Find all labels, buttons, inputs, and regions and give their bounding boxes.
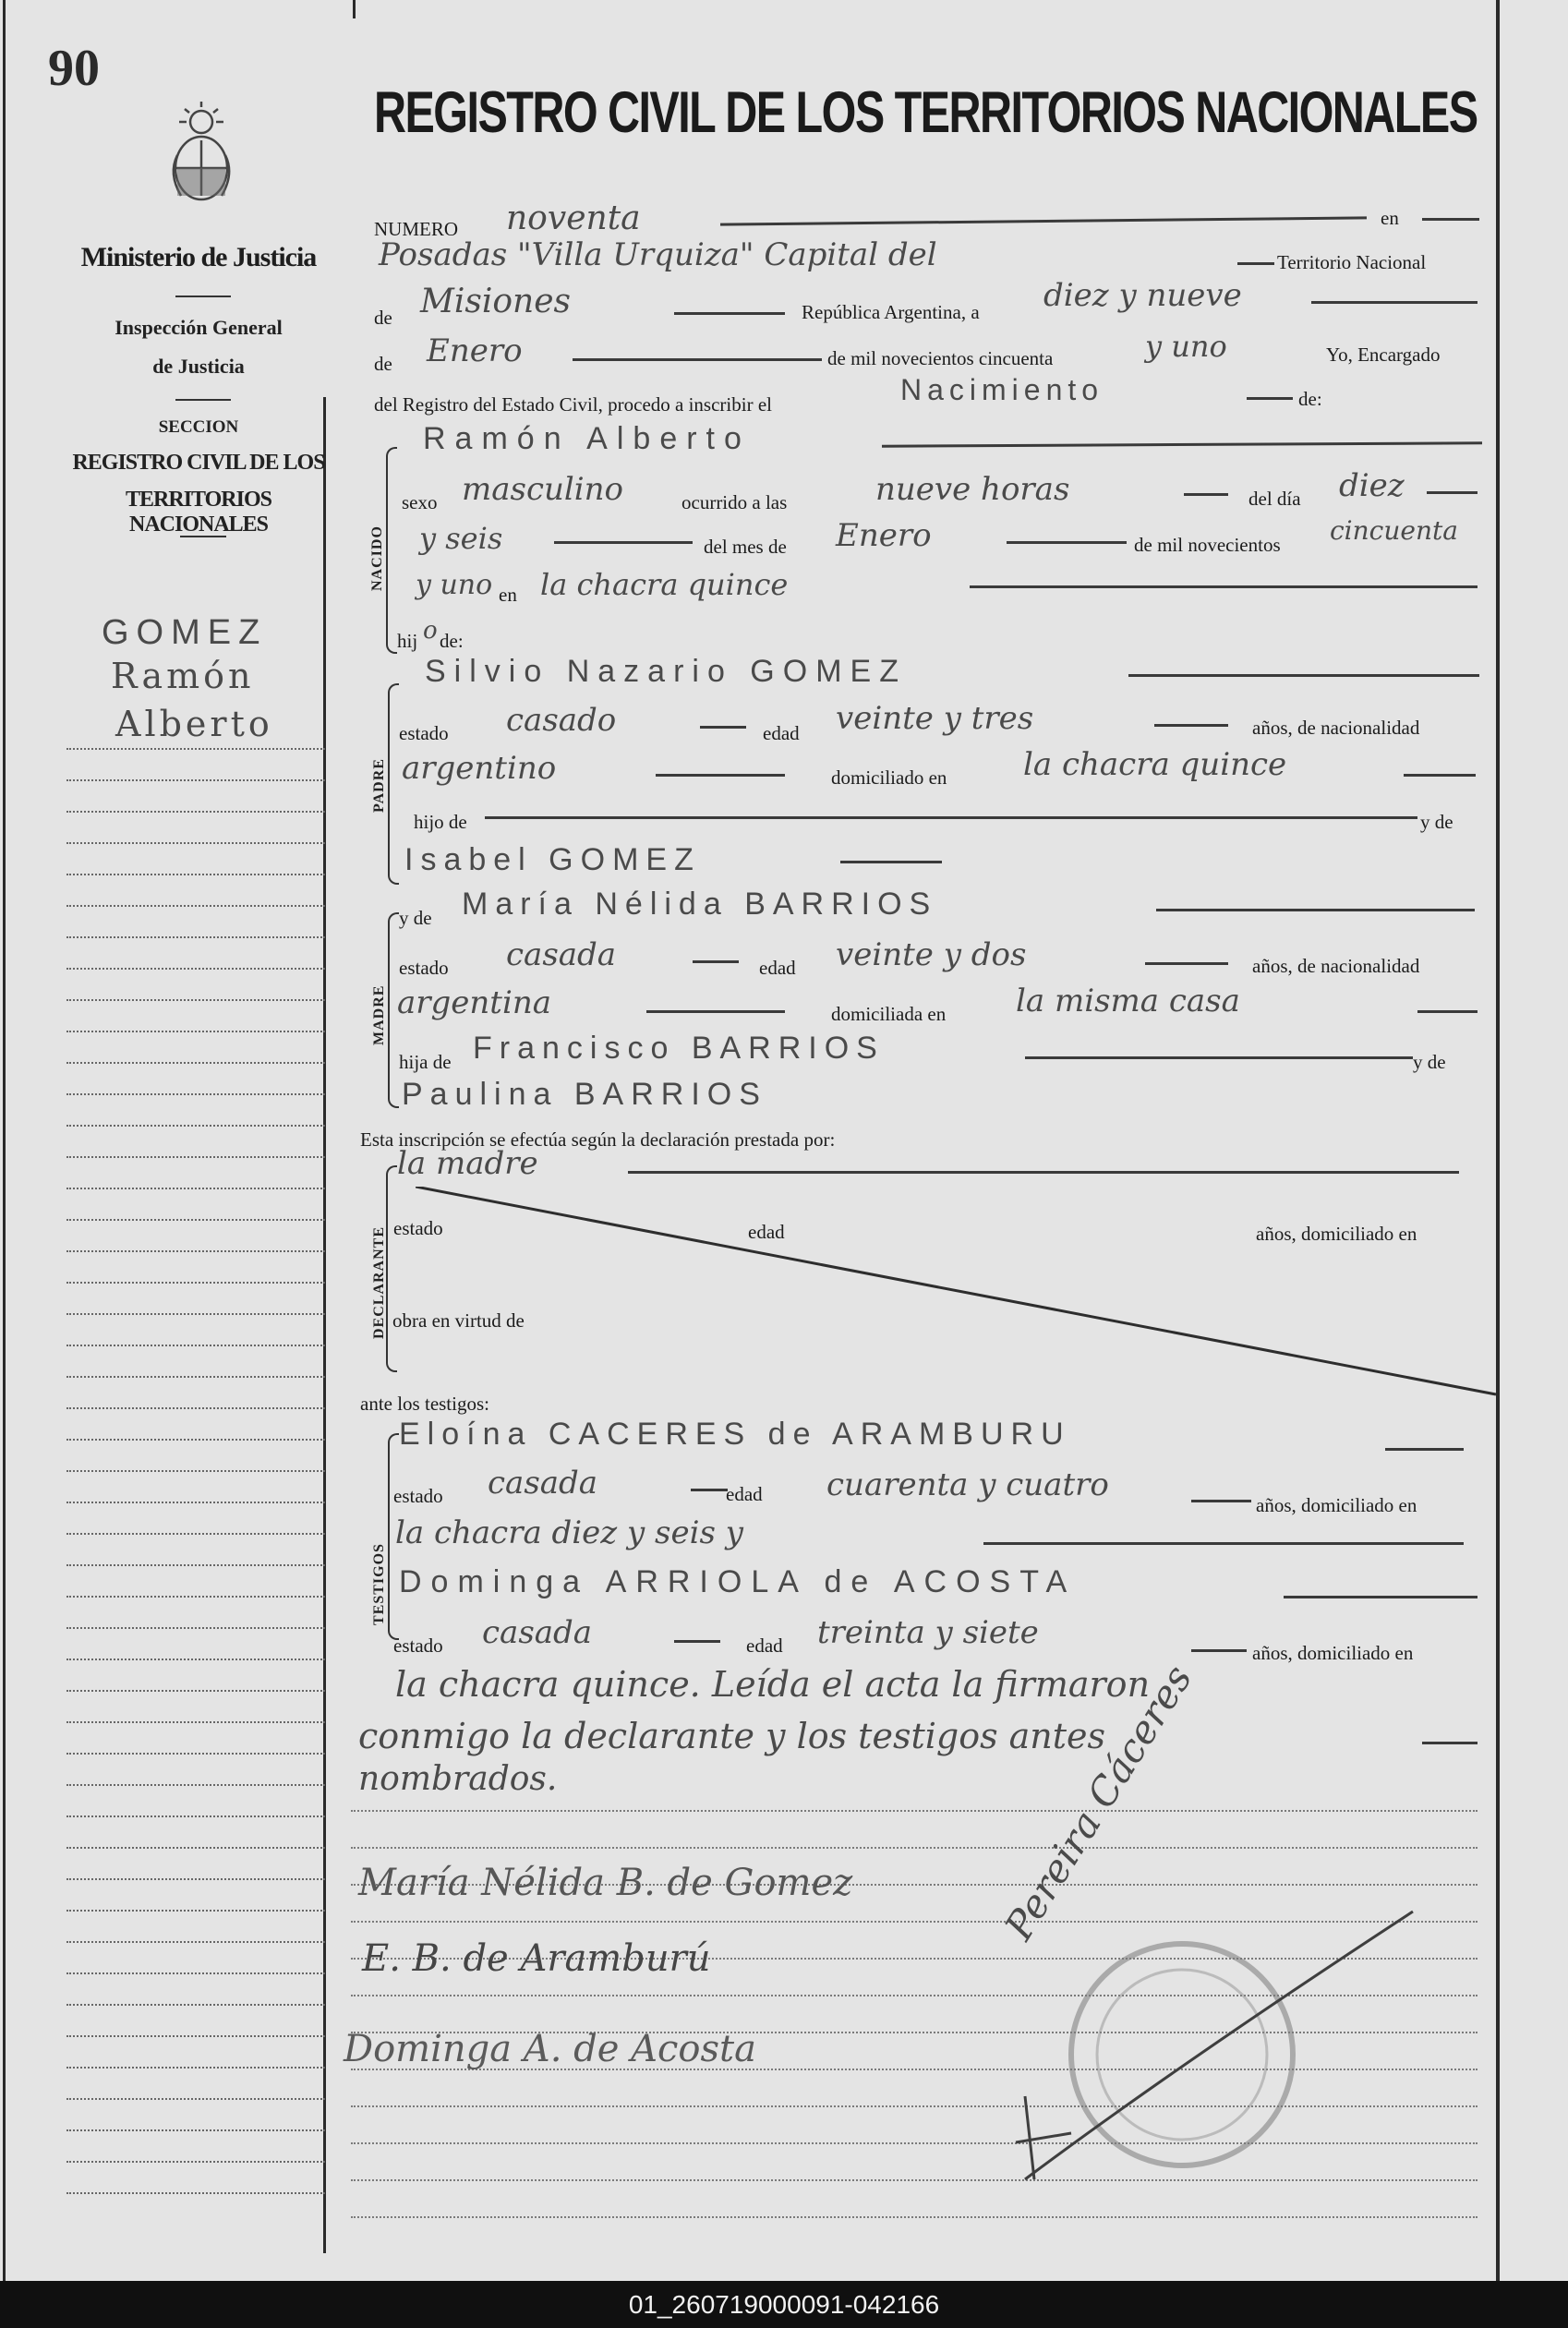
- margin-rule-line: [66, 842, 325, 844]
- signature-mother: María Nélida B. de Gomez: [358, 1862, 853, 1904]
- label-edad: edad: [748, 1221, 785, 1243]
- margin-rule-line: [66, 905, 325, 907]
- label-edad: edad: [746, 1634, 783, 1657]
- margin-rule-line: [66, 1470, 325, 1472]
- hw-strike: [554, 541, 693, 544]
- hw-child-name: Ramón Alberto: [423, 421, 751, 456]
- divider: [175, 296, 231, 297]
- hw-strike: [1247, 397, 1293, 400]
- hw-strike: [1427, 491, 1478, 494]
- margin-rule-line: [66, 968, 325, 970]
- hw-strike: [485, 816, 1417, 819]
- hw-strike: [1191, 1649, 1247, 1652]
- hw-strike: [1184, 493, 1228, 496]
- label-madre: MADRE: [371, 984, 387, 1045]
- label-del-dia: del día: [1248, 488, 1301, 510]
- margin-rule-line: [66, 2035, 325, 2037]
- label-edad: edad: [763, 722, 800, 744]
- margin-rule-line: [66, 1062, 325, 1064]
- hw-strike: [1156, 909, 1475, 911]
- margin-rule-line: [66, 999, 325, 1001]
- label-estado: estado: [393, 1217, 443, 1239]
- label-en: en: [1381, 207, 1399, 229]
- hw-strike: [1404, 774, 1476, 777]
- hw-strike: [970, 585, 1478, 588]
- hw-act-type: Nacimiento: [900, 373, 1104, 406]
- hw-strike: [628, 1171, 1459, 1174]
- top-tick: [353, 0, 356, 18]
- hw-strike: [1237, 262, 1274, 265]
- hw-mother-name: María Nélida BARRIOS: [462, 887, 938, 922]
- hw-strike: [1311, 301, 1478, 304]
- hw-witness2-edad: treinta y siete: [817, 1614, 1039, 1651]
- margin-surname: GOMEZ: [102, 613, 268, 652]
- label-hijo-de: hijo de: [414, 811, 467, 833]
- hw-year-part1: cincuenta: [1330, 515, 1458, 546]
- hw-strike: [700, 726, 746, 729]
- hw-father-nationality: argentino: [402, 750, 557, 787]
- margin-rule-line: [66, 1910, 325, 1912]
- bracket-nacido: [386, 447, 397, 654]
- hw-mother-domicile: la misma casa: [1016, 983, 1240, 1019]
- form-rule-line: [351, 1847, 1478, 1849]
- label-del-mes: del mes de: [704, 536, 787, 558]
- margin-rule-line: [66, 1972, 325, 1974]
- hw-strike: [1007, 541, 1127, 544]
- hw-hijo-letter: o: [423, 617, 438, 645]
- margin-rule-line: [66, 1345, 325, 1346]
- hw-hour: nueve horas: [875, 471, 1070, 508]
- form-rule-line: [351, 1810, 1478, 1812]
- margin-rule-line: [66, 1439, 325, 1441]
- hw-birth-month: Enero: [836, 517, 932, 554]
- hw-numero: noventa: [506, 199, 641, 237]
- label-hija-de: hija de: [399, 1051, 452, 1073]
- margin-rule-line: [66, 936, 325, 938]
- label-yo-encargado: Yo, Encargado: [1326, 344, 1441, 366]
- hw-place: Posadas "Villa Urquiza" Capital del: [379, 236, 937, 273]
- label-de-colon: de:: [1298, 388, 1322, 410]
- column-divider: [323, 397, 326, 2253]
- hw-day: diez y nueve: [1043, 277, 1242, 314]
- margin-rule-line: [66, 1596, 325, 1598]
- hw-day-part1: diez: [1339, 467, 1405, 504]
- label-estado: estado: [399, 722, 449, 744]
- coat-of-arms-icon: [164, 100, 238, 212]
- margin-rule-line: [66, 1564, 325, 1566]
- label-edad: edad: [759, 957, 796, 979]
- margin-rule-line: [66, 1502, 325, 1503]
- hw-strike: [691, 1489, 728, 1491]
- hw-strike: [1422, 1742, 1478, 1744]
- hw-mother-parent2: Paulina BARRIOS: [402, 1077, 767, 1112]
- hw-birth-place: la chacra quince: [540, 567, 789, 602]
- label-de-mil-cincuenta: de mil novecientos cincuenta: [827, 347, 1054, 369]
- margin-rule-line: [66, 1690, 325, 1692]
- margin-rule-line: [66, 1031, 325, 1032]
- label-estado: estado: [399, 957, 449, 979]
- cancel-strike-line: [416, 1187, 1505, 1399]
- inspection-line1: Inspección General: [115, 316, 283, 339]
- label-en-birth: en: [499, 584, 517, 606]
- hw-closing-line1: la chacra quince. Leída el acta la firmaron: [395, 1664, 1151, 1705]
- margin-rule-line: [66, 1188, 325, 1189]
- hw-strike: [720, 216, 1367, 225]
- document-title: REGISTRO CIVIL DE LOS TERRITORIOS NACIONALES: [374, 80, 1478, 145]
- margin-rule-line: [66, 748, 325, 750]
- page-number: 90: [48, 40, 100, 97]
- signature-witness2: Dominga A. de Acosta: [344, 2028, 756, 2070]
- margin-rule-line: [66, 1376, 325, 1378]
- signature-witness1: E. B. de Aramburú: [362, 1937, 711, 1980]
- label-anos-nacionalidad: años, de nacionalidad: [1252, 717, 1420, 739]
- hw-strike: [1417, 1010, 1478, 1013]
- label-edad: edad: [726, 1483, 763, 1505]
- label-domiciliada-en: domiciliada en: [831, 1003, 947, 1025]
- hw-father-parent: Isabel GOMEZ: [404, 842, 701, 877]
- hw-sex: masculino: [462, 471, 624, 508]
- margin-rule-line: [66, 2161, 325, 2163]
- label-republica: República Argentina, a: [802, 301, 980, 323]
- label-obra-virtud: obra en virtud de: [392, 1309, 525, 1332]
- margin-rule-line: [66, 1941, 325, 1943]
- label-anos-domiciliado: años, domiciliado en: [1256, 1494, 1417, 1516]
- margin-given-name2: Alberto: [115, 704, 273, 744]
- margin-rule-line: [66, 1313, 325, 1315]
- margin-rule-line: [66, 1627, 325, 1629]
- label-declarante: DECLARANTE: [371, 1225, 387, 1339]
- label-del-registro: del Registro del Estado Civil, procedo a inscribir el: [374, 393, 772, 416]
- margin-rule-line: [66, 811, 325, 813]
- margin-rule-line: [66, 2004, 325, 2006]
- hw-witness1-name: Eloína CACERES de ARAMBURU: [399, 1417, 1071, 1452]
- margin-rule-line: [66, 1878, 325, 1880]
- margin-rule-line: [66, 2192, 325, 2194]
- label-y-de-madre: y de: [399, 907, 432, 929]
- label-nacido: NACIDO: [369, 525, 385, 591]
- section-name-line1: REGISTRO CIVIL DE LOS: [72, 451, 325, 475]
- form-rule-line: [351, 2216, 1478, 2218]
- hw-strike: [1154, 724, 1228, 727]
- divider: [175, 399, 231, 401]
- page-edge-right: [1496, 0, 1500, 2281]
- hw-territory: Misiones: [420, 283, 572, 320]
- label-estado: estado: [393, 1634, 443, 1657]
- label-sexo: sexo: [402, 491, 438, 513]
- bracket-padre: [388, 683, 399, 885]
- hw-strike: [674, 1640, 720, 1643]
- margin-rule-line: [66, 1407, 325, 1409]
- label-y-de: y de: [1420, 811, 1453, 833]
- hw-strike: [693, 960, 739, 963]
- hw-month: Enero: [427, 332, 523, 369]
- margin-rule-line: [66, 1533, 325, 1535]
- label-numero: NUMERO: [374, 218, 459, 240]
- hw-strike: [1145, 962, 1228, 965]
- label-de: de: [374, 307, 392, 329]
- margin-rule-line: [66, 1847, 325, 1849]
- inspection-line2: de Justicia: [152, 355, 245, 378]
- label-domiciliado-en: domiciliado en: [831, 766, 947, 789]
- hw-witness2-name: Dominga ARRIOLA de ACOSTA: [399, 1564, 1077, 1599]
- page-edge-left: [3, 0, 6, 2281]
- hw-witness1-edad: cuarenta y cuatro: [826, 1466, 1109, 1503]
- label-hij-de: de:: [440, 630, 464, 652]
- hw-strike: [983, 1542, 1464, 1545]
- label-inscripcion: Esta inscripción se efectúa según la declaración prestada por:: [360, 1128, 836, 1151]
- hw-witness2-estado: casada: [482, 1614, 593, 1651]
- margin-rule-line: [66, 1721, 325, 1723]
- label-testigos: TESTIGOS: [371, 1543, 387, 1625]
- hw-strike: [656, 774, 785, 777]
- hw-witness1-domicile: la chacra diez y seis y: [395, 1514, 743, 1551]
- hw-father-estado: casado: [506, 702, 617, 739]
- image-code: 01_260719000091-042166: [628, 2290, 940, 2319]
- label-anos-nacionalidad: años, de nacionalidad: [1252, 955, 1420, 977]
- hw-closing-line3: nombrados.: [358, 1760, 558, 1798]
- label-ante-testigos: ante los testigos:: [360, 1393, 489, 1415]
- label-de-mil-novecientos: de mil novecientos: [1134, 534, 1281, 556]
- margin-rule-line: [66, 1282, 325, 1284]
- margin-rule-line: [66, 874, 325, 875]
- hw-strike: [1422, 218, 1479, 221]
- section-label: SECCION: [158, 417, 239, 437]
- margin-rule-line: [66, 1156, 325, 1158]
- hw-mother-nationality: argentina: [397, 984, 552, 1021]
- label-y-de: y de: [1413, 1051, 1446, 1073]
- label-territorio: Territorio Nacional: [1277, 251, 1427, 273]
- margin-rule-line: [66, 1219, 325, 1221]
- hw-father-domicile: la chacra quince: [1023, 746, 1287, 783]
- hw-father-name: Silvio Nazario GOMEZ: [425, 654, 907, 689]
- margin-rule-line: [66, 779, 325, 781]
- label-anos-domiciliado: años, domiciliado en: [1252, 1642, 1414, 1664]
- hw-mother-edad: veinte y dos: [836, 936, 1027, 973]
- divider: [180, 536, 226, 537]
- hw-witness1-estado: casada: [488, 1465, 598, 1502]
- label-estado: estado: [393, 1485, 443, 1507]
- hw-strike: [840, 861, 942, 863]
- section-name-line2: TERRITORIOS NACIONALES: [126, 488, 271, 537]
- margin-rule-line: [66, 1093, 325, 1095]
- hw-strike: [1128, 674, 1479, 677]
- margin-rule-line: [66, 2098, 325, 2100]
- hw-day-part2: y seis: [419, 521, 503, 556]
- official-signature: Pereira Cáceres: [995, 1657, 1201, 1948]
- hw-strike: [1191, 1500, 1251, 1502]
- label-padre: PADRE: [371, 758, 387, 813]
- label-de: de: [374, 353, 392, 375]
- margin-given-name1: Ramón: [111, 656, 255, 696]
- hw-mother-estado: casada: [506, 936, 617, 973]
- margin-rule-line: [66, 1125, 325, 1127]
- ministry-name: Ministerio de Justicia: [80, 242, 317, 272]
- official-signature-stroke: [1007, 1902, 1431, 2216]
- hw-strike: [882, 441, 1482, 447]
- label-anos-domiciliado: años, domiciliado en: [1256, 1223, 1417, 1245]
- hw-year-suffix: y uno: [1145, 329, 1227, 364]
- hw-strike: [674, 312, 785, 315]
- hw-year-part2: y uno: [416, 569, 493, 601]
- label-hij: hij: [397, 630, 418, 652]
- hw-closing-line2: conmigo la declarante y los testigos antes: [358, 1716, 1106, 1756]
- hw-declarant: la madre: [397, 1145, 538, 1182]
- image-code-bar: [0, 2281, 1568, 2328]
- hw-strike: [1284, 1596, 1478, 1598]
- hw-strike: [1385, 1448, 1464, 1451]
- margin-rule-line: [66, 2129, 325, 2131]
- margin-rule-line: [66, 1784, 325, 1786]
- margin-rule-line: [66, 1250, 325, 1252]
- label-ocurrido: ocurrido a las: [681, 491, 788, 513]
- margin-rule-line: [66, 1753, 325, 1755]
- hw-strike: [573, 358, 822, 361]
- hw-strike: [1025, 1056, 1413, 1059]
- margin-rule-line: [66, 1659, 325, 1660]
- hw-mother-parent1: Francisco BARRIOS: [473, 1031, 885, 1066]
- hw-father-edad: veinte y tres: [836, 700, 1034, 737]
- hw-strike: [646, 1010, 785, 1013]
- margin-rule-line: [66, 2067, 325, 2069]
- margin-rule-line: [66, 1815, 325, 1817]
